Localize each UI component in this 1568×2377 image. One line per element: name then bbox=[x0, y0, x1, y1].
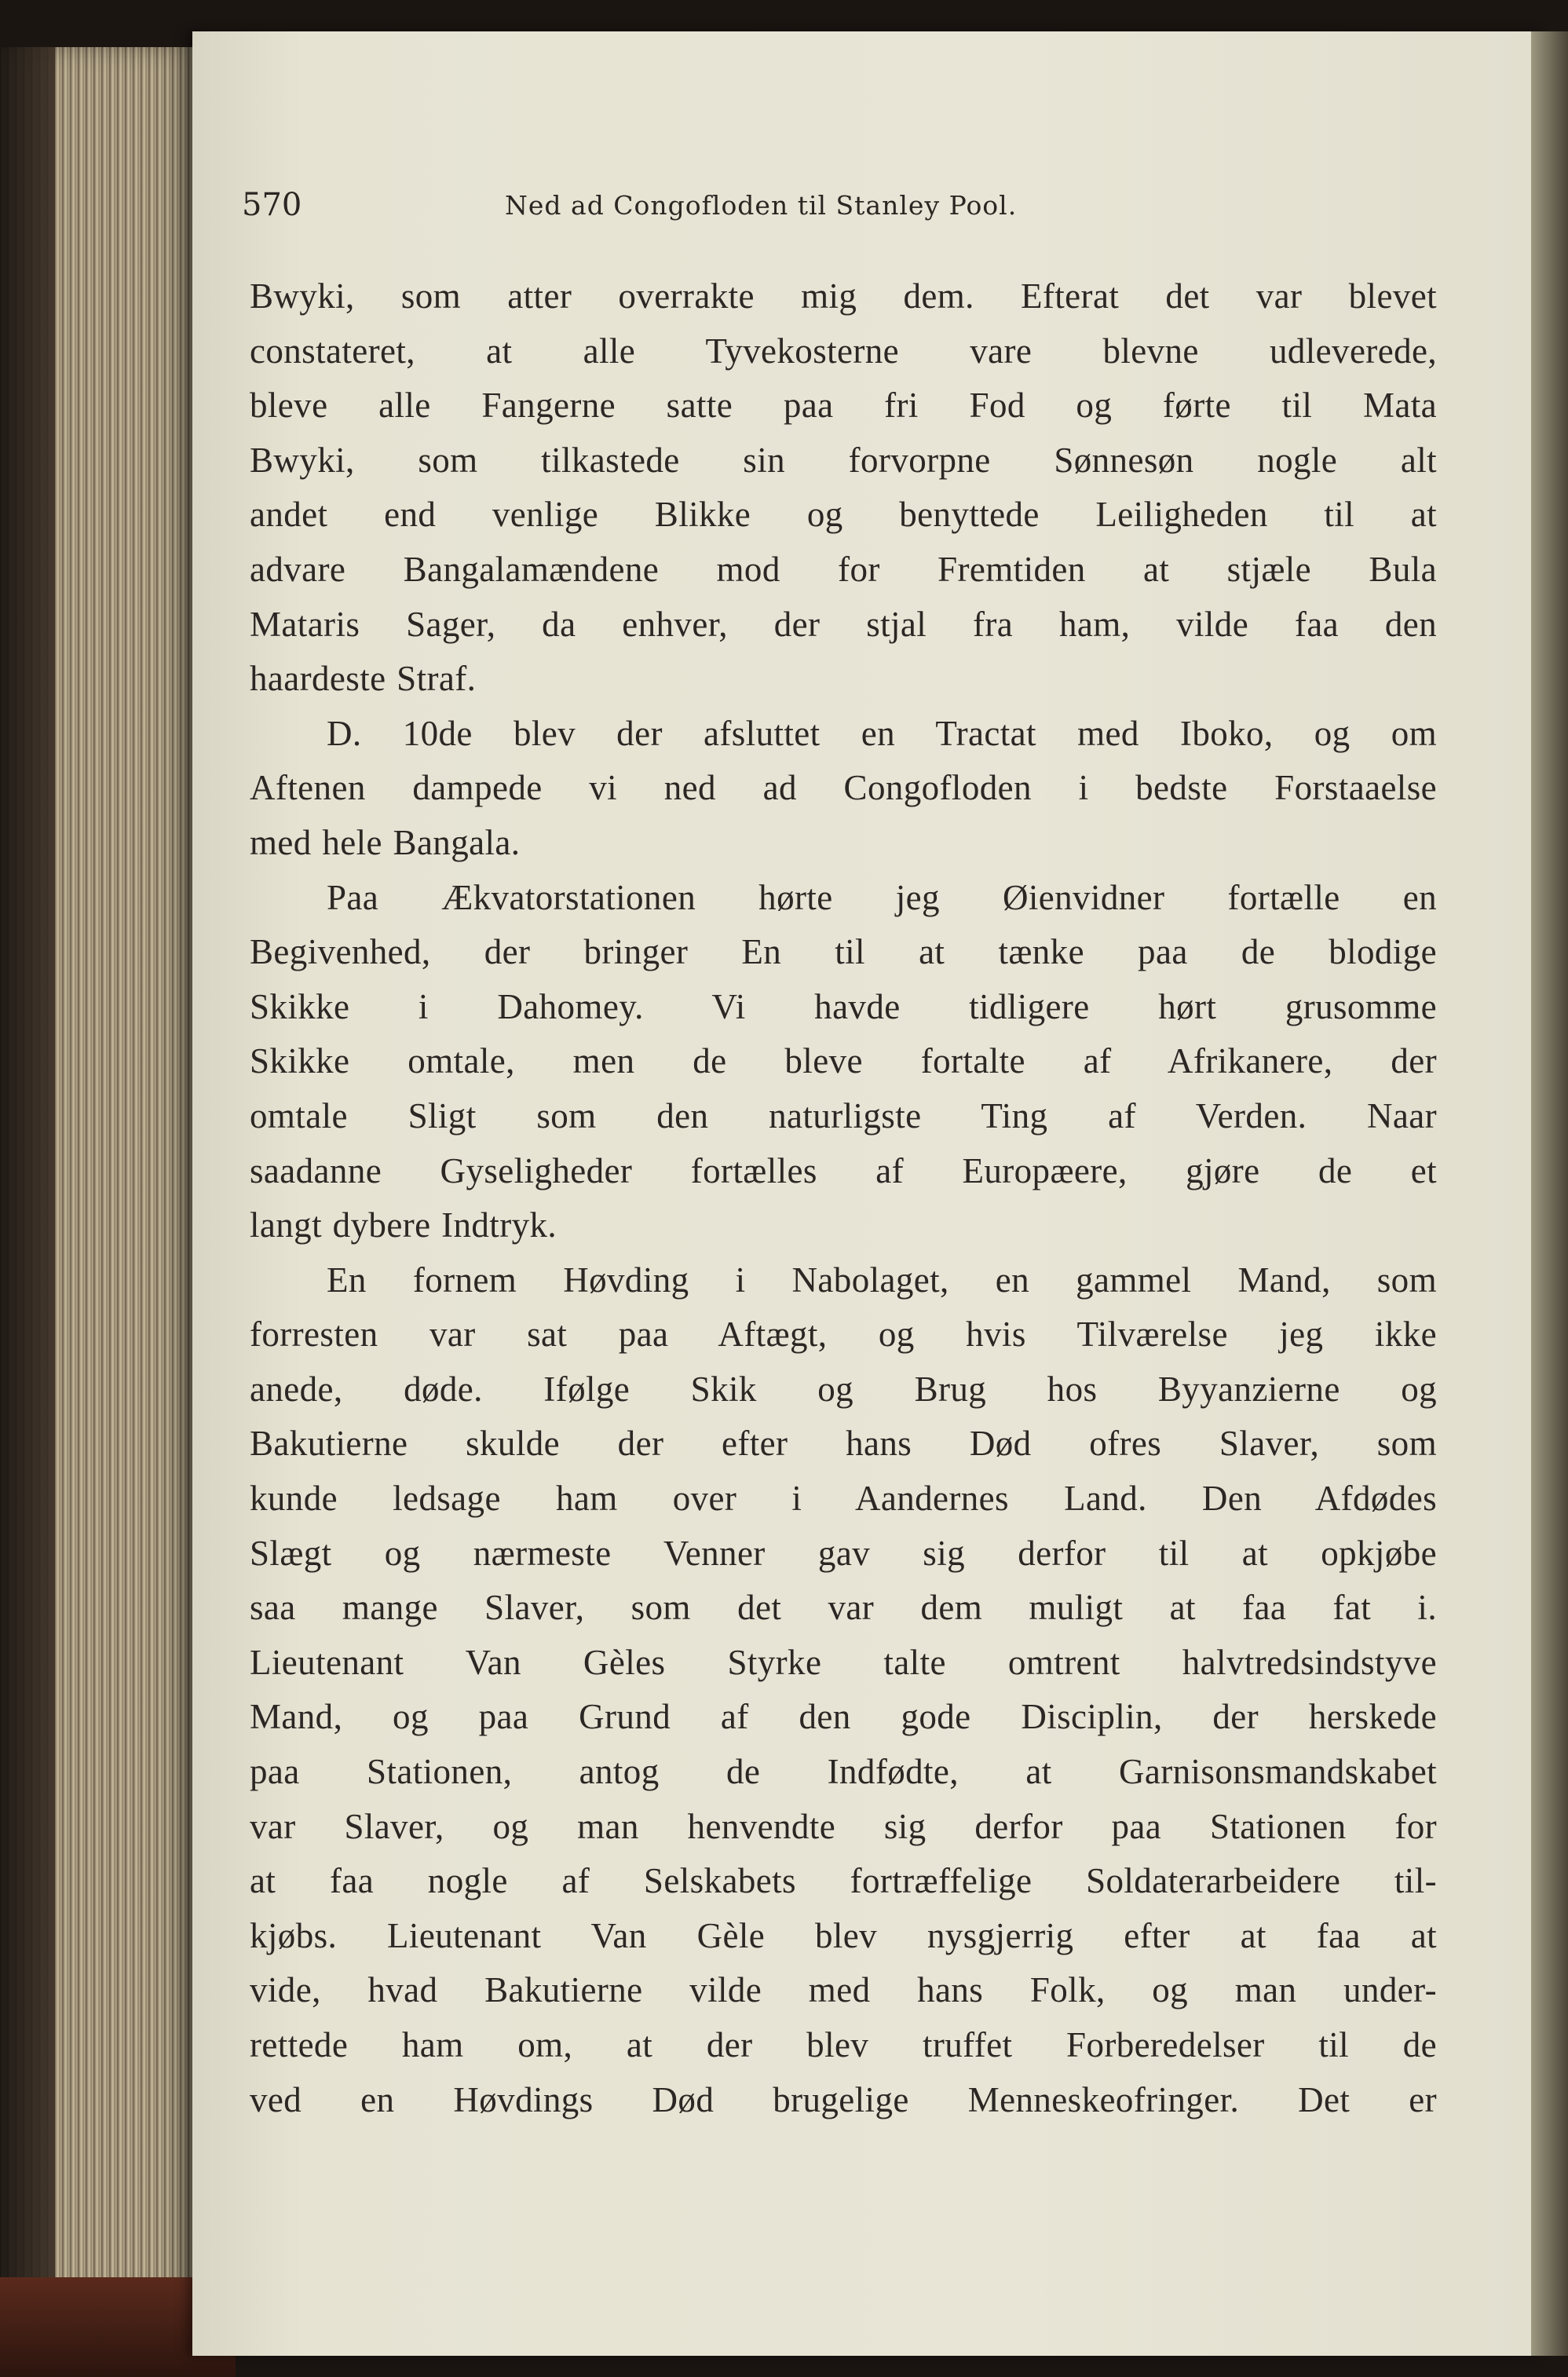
text-line: forresten var sat paa Aftægt, og hvis Tilværelse jeg ikke bbox=[250, 1315, 1437, 1355]
text-line: Skikke i Dahomey. Vi havde tidligere hørt grusomme bbox=[250, 986, 1437, 1026]
paragraph-first-line: Paa Ækvatorstationen hørte jeg Øienvidner fortælle en bbox=[327, 877, 1437, 917]
text-line: Skikke omtale, men de bleve fortalte af Afrikanere, der bbox=[250, 1041, 1437, 1081]
text-line: Begivenhed, der bringer En til at tænke paa de blodige bbox=[250, 932, 1437, 972]
text-line: advare Bangalamændene mod for Fremtiden at stjæle Bula bbox=[250, 549, 1437, 589]
text-line: Aftenen dampede vi ned ad Congofloden i bedste Forstaaelse bbox=[250, 768, 1437, 808]
text-line: anede, døde. Ifølge Skik og Brug hos Byyanzierne og bbox=[250, 1369, 1437, 1409]
right-page-edge bbox=[1531, 31, 1568, 2356]
paragraph-first-line: D. 10de blev der afsluttet en Tractat med Iboko, og om bbox=[327, 713, 1437, 753]
text-line: Lieutenant Van Gèles Styrke talte omtrent halvtredsindstyve bbox=[250, 1642, 1437, 1682]
text-line: saadanne Gyseligheder fortælles af Europæere, gjøre de et bbox=[250, 1150, 1437, 1190]
text-line: Mataris Sager, da enhver, der stjal fra ham, vilde faa den bbox=[250, 604, 1437, 644]
text-line: langt dybere Indtryk. bbox=[250, 1205, 557, 1245]
paragraph-first-line: En fornem Høvding i Nabolaget, en gammel Mand, som bbox=[327, 1260, 1437, 1300]
text-line: kunde ledsage ham over i Aandernes Land. Den Afdødes bbox=[250, 1479, 1437, 1519]
running-title: Ned ad Congofloden til Stanley Pool. bbox=[505, 190, 1018, 221]
text-line: Slægt og nærmeste Venner gav sig derfor til at opkjøbe bbox=[250, 1533, 1437, 1573]
text-line: rettede ham om, at der blev truffet Forberedelser til de bbox=[250, 2025, 1437, 2064]
text-line: omtale Sligt som den naturligste Ting af Verden. Naar bbox=[250, 1095, 1437, 1135]
text-line: constateret, at alle Tyvekosterne vare blevne udleverede, bbox=[250, 331, 1437, 371]
text-line: med hele Bangala. bbox=[250, 822, 521, 862]
text-line: vide, hvad Bakutierne vilde med hans Folk, og man under- bbox=[250, 1970, 1437, 2010]
body-text bbox=[250, 269, 1437, 2127]
text-line: bleve alle Fangerne satte paa fri Fod og førte til Mata bbox=[250, 386, 1437, 426]
text-line: andet end venlige Blikke og benyttede Leiligheden til at bbox=[250, 495, 1437, 535]
text-line: Mand, og paa Grund af den gode Disciplin, der herskede bbox=[250, 1697, 1437, 1737]
text-line: saa mange Slaver, som det var dem muligt at faa fat i. bbox=[250, 1588, 1437, 1628]
text-line: haardeste Straf. bbox=[250, 659, 477, 699]
text-line: Bwyki, som atter overrakte mig dem. Efterat det var blevet bbox=[250, 276, 1437, 316]
text-line: Bakutierne skulde der efter hans Død ofres Slaver, som bbox=[250, 1424, 1437, 1464]
text-line: at faa nogle af Selskabets fortræffelige Soldaterarbeidere til- bbox=[250, 1861, 1437, 1901]
text-line: paa Stationen, antog de Indfødte, at Garnisonsmandskabet bbox=[250, 1752, 1437, 1792]
text-line: kjøbs. Lieutenant Van Gèle blev nysgjerrig efter at faa at bbox=[250, 1915, 1437, 1955]
page-number: 570 bbox=[242, 187, 302, 223]
text-line: var Slaver, og man henvendte sig derfor paa Stationen for bbox=[250, 1806, 1437, 1846]
page-edge-shadow bbox=[0, 47, 55, 2348]
text-line: Bwyki, som tilkastede sin forvorpne Sønnesøn nogle alt bbox=[250, 440, 1437, 480]
text-line: ved en Høvdings Død brugelige Menneskeofringer. Det er bbox=[250, 2079, 1437, 2119]
